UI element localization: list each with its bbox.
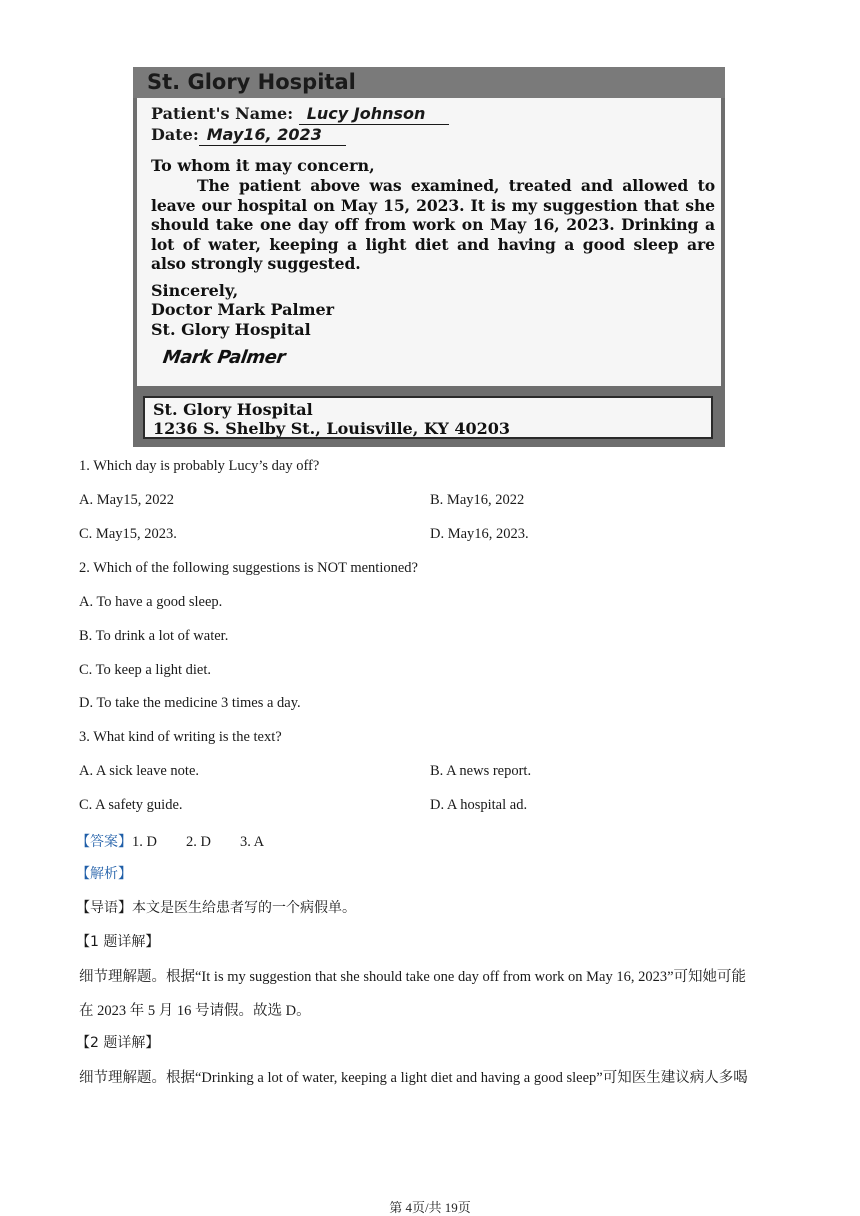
patient-name-label: Patient's Name: <box>151 104 294 123</box>
detail-1-line-1: 细节理解题。根据“It is my suggestion that she should take one day off from work on May 16, 2023”可知她可能 <box>79 969 747 985</box>
answer-values: 1. D 2. D 3. A <box>132 834 265 850</box>
question-1-option-c: C. May15, 2023. <box>79 526 177 542</box>
question-3-option-a: A. A sick leave note. <box>79 763 200 779</box>
question-2-option-a: A. To have a good sleep. <box>79 594 223 610</box>
note-hospital-header: St. Glory Hospital <box>133 67 725 98</box>
question-3: 3. What kind of writing is the text? <box>79 729 282 745</box>
analysis-label: 【解析】 <box>76 866 132 882</box>
patient-name-value: Lucy Johnson <box>299 104 450 125</box>
question-2-option-d: D. To take the medicine 3 times a day. <box>79 695 301 711</box>
answer-label: 【答案】 <box>76 834 132 850</box>
question-2: 2. Which of the following suggestions is NOT mentioned? <box>79 560 418 576</box>
detail-1-label: 【1 题详解】 <box>76 934 160 950</box>
question-1-option-b: B. May16, 2022 <box>430 492 525 508</box>
question-1: 1. Which day is probably Lucy’s day off? <box>79 458 320 474</box>
patient-name-line <box>151 104 715 125</box>
sick-leave-note-image <box>133 67 725 447</box>
question-2-option-b: B. To drink a lot of water. <box>79 628 229 644</box>
question-1-option-a: A. May15, 2022 <box>79 492 175 508</box>
date-line <box>151 125 715 146</box>
note-greeting: To whom it may concern, <box>151 156 375 175</box>
question-3-option-b: B. A news report. <box>430 763 532 779</box>
date-value: May16, 2023 <box>199 125 346 146</box>
question-1-option-d: D. May16, 2023. <box>430 526 529 542</box>
detail-1-line-2: 在 2023 年 5 月 16 号请假。故选 D。 <box>79 1003 311 1019</box>
closing-doctor: Doctor Mark Palmer <box>151 300 335 319</box>
analysis-intro: 【导语】本文是医生给患者写的一个病假单。 <box>76 900 356 916</box>
closing-hospital: St. Glory Hospital <box>151 319 311 339</box>
doctor-signature: Mark Palmer <box>161 347 287 368</box>
note-closing <box>151 281 715 340</box>
detail-2-line-1: 细节理解题。根据“Drinking a lot of water, keeping a light diet and having a good sleep”可知医生建议病人多喝 <box>79 1070 748 1086</box>
question-2-option-c: C. To keep a light diet. <box>79 662 212 678</box>
closing-sincerely: Sincerely, <box>151 280 239 300</box>
footer-address: 1236 S. Shelby St., Louisville, KY 40203 <box>153 419 511 438</box>
page-number: 第 4页/共 19页 <box>389 1200 471 1215</box>
note-body-text: The patient above was examined, treated and allowed to leave our hospital on May 15, 2023. It is my suggestion that she should take one day off from work on May 16, 2023. Drinking a lot of water, keeping a light diet and having a good sleep are also strongly suggested. <box>151 176 715 273</box>
question-3-option-d: D. A hospital ad. <box>430 797 528 813</box>
answer-line <box>76 830 264 851</box>
question-3-option-c: C. A safety guide. <box>79 797 183 813</box>
note-body <box>137 98 721 386</box>
footer-hospital-name: St. Glory Hospital <box>153 400 313 419</box>
detail-2-label: 【2 题详解】 <box>76 1035 160 1051</box>
note-footer-address <box>143 396 713 439</box>
date-label: Date: <box>151 125 199 144</box>
